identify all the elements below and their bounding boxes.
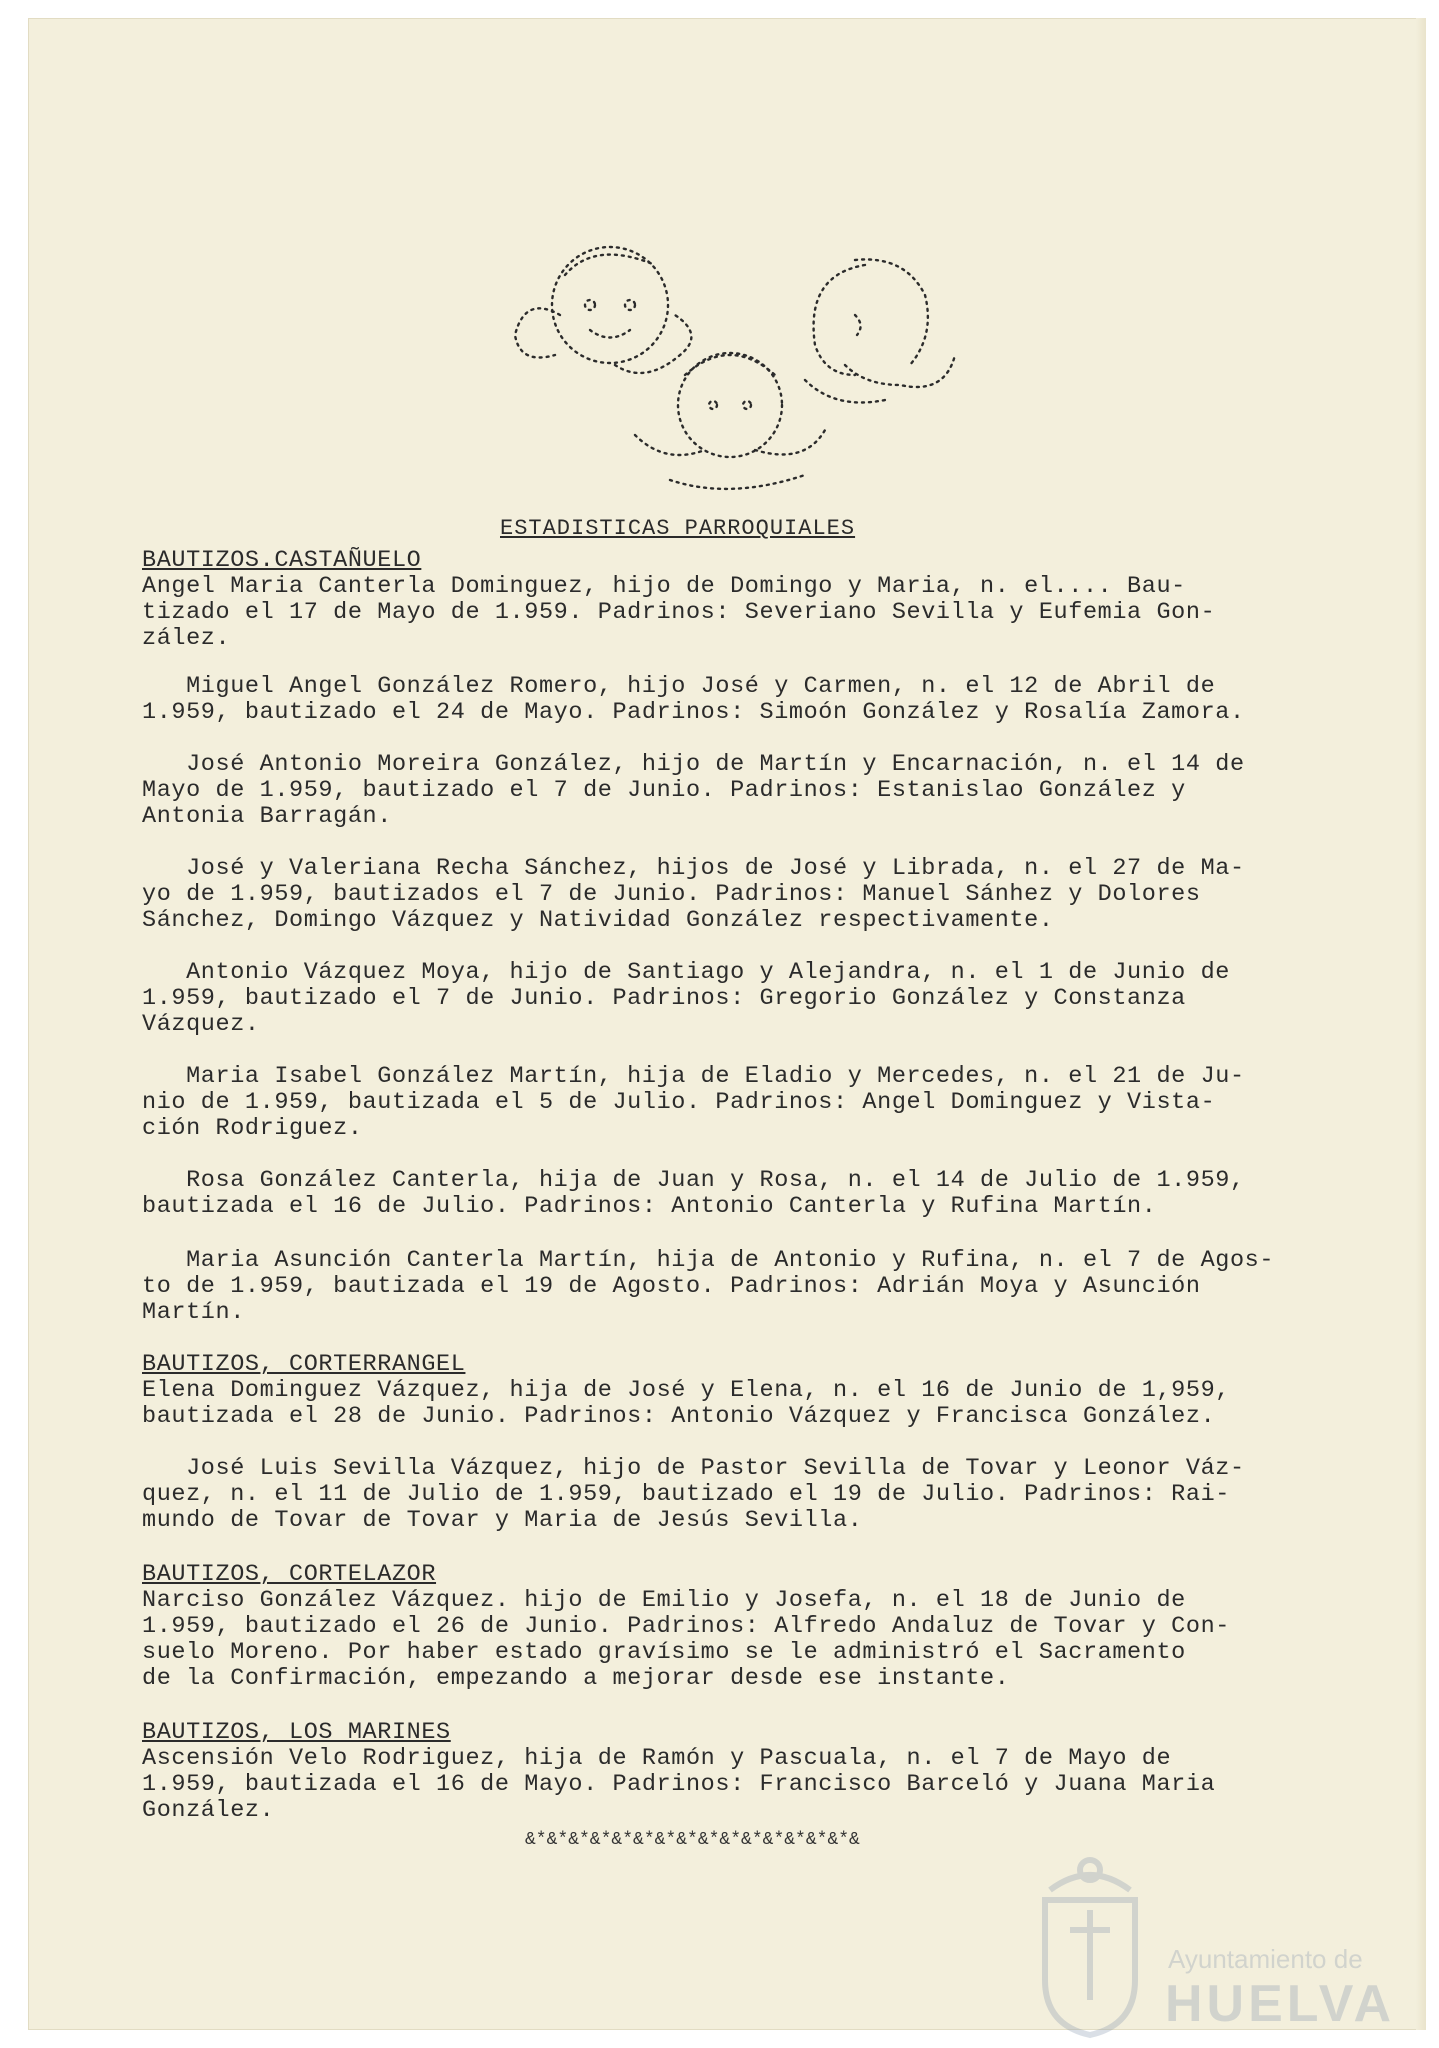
entry-line: yo de 1.959, bautizados el 7 de Junio. Padrinos: Manuel Sánhez y Dolores — [142, 881, 1201, 908]
entry-line: José Luis Sevilla Vázquez, hijo de Pastor Sevilla de Tovar y Leonor Váz- — [142, 1455, 1245, 1482]
entry-line: to de 1.959, bautizada el 19 de Agosto. Padrinos: Adrián Moya y Asunción — [142, 1273, 1201, 1300]
entry-line: Angel Maria Canterla Dominguez, hijo de Domingo y Maria, n. el.... Bau- — [142, 573, 1186, 600]
entry-line: Martín. — [142, 1299, 245, 1326]
entry-line: tizado el 17 de Mayo de 1.959. Padrinos: Severiano Sevilla y Eufemia Gon- — [142, 599, 1216, 626]
entry-line: Antonio Vázquez Moya, hijo de Santiago y Alejandra, n. el 1 de Junio de — [142, 959, 1230, 986]
entry-line: bautizada el 16 de Julio. Padrinos: Antonio Canterla y Rufina Martín. — [142, 1193, 1157, 1220]
entry-line: José Antonio Moreira González, hijo de Martín y Encarnación, n. el 14 de — [142, 751, 1245, 778]
entry-line: ción Rodriguez. — [142, 1115, 363, 1142]
entry-line: Mayo de 1.959, bautizado el 7 de Junio. Padrinos: Estanislao González y — [142, 777, 1186, 804]
entry-line: Maria Isabel González Martín, hija de Eladio y Mercedes, n. el 21 de Ju- — [142, 1063, 1245, 1090]
entry-line: mundo de Tovar de Tovar y Maria de Jesús Sevilla. — [142, 1507, 863, 1534]
entry-line: Antonia Barragán. — [142, 803, 392, 830]
page-edge-shadow — [1416, 18, 1426, 2030]
entry-line: quez, n. el 11 de Julio de 1.959, bautizado el 19 de Julio. Padrinos: Rai- — [142, 1481, 1230, 1508]
entry-line: suelo Moreno. Por haber estado gravísimo se le administró el Sacramento — [142, 1639, 1186, 1666]
watermark-bottom-text: HUELVA — [1165, 1975, 1396, 2033]
section-heading-corterrangel: BAUTIZOS, CORTERRANGEL — [142, 1351, 466, 1378]
entry-line: Vázquez. — [142, 1011, 260, 1038]
entry-line: 1.959, bautizado el 7 de Junio. Padrinos: Gregorio González y Constanza — [142, 985, 1186, 1012]
children-faces-illustration — [505, 235, 985, 515]
entry-line: Narciso González Vázquez. hijo de Emilio y Josefa, n. el 18 de Junio de — [142, 1587, 1186, 1614]
section-heading-cortelazor: BAUTIZOS, CORTELAZOR — [142, 1561, 437, 1588]
entry-line: José y Valeriana Recha Sánchez, hijos de José y Librada, n. el 27 de Ma- — [142, 855, 1245, 882]
entry-line: González. — [142, 1797, 275, 1824]
entry-line: nio de 1.959, bautizada el 5 de Julio. Padrinos: Angel Dominguez y Vista- — [142, 1089, 1216, 1116]
right-child-face-icon — [814, 265, 865, 375]
entry-line: 1.959, bautizado el 24 de Mayo. Padrinos: Simoón González y Rosalía Zamora. — [142, 699, 1245, 726]
entry-line: Sánchez, Domingo Vázquez y Natividad González respectivamente. — [142, 907, 1054, 934]
entry-line: bautizada el 28 de Junio. Padrinos: Antonio Vázquez y Francisca González. — [142, 1403, 1216, 1430]
entry-line: Ascensión Velo Rodriguez, hija de Ramón y Pascuala, n. el 7 de Mayo de — [142, 1745, 1172, 1772]
entry-line: zález. — [142, 625, 231, 652]
huelva-coat-of-arms-icon — [1030, 1850, 1150, 2040]
entry-line: Maria Asunción Canterla Martín, hija de Antonio y Rufina, n. el 7 de Agos- — [142, 1247, 1275, 1274]
entry-line: Rosa González Canterla, hija de Juan y Rosa, n. el 14 de Julio de 1.959, — [142, 1167, 1245, 1194]
entry-line: de la Confirmación, empezando a mejorar desde ese instante. — [142, 1665, 1010, 1692]
entry-line: 1.959, bautizada el 16 de Mayo. Padrinos: Francisco Barceló y Juana Maria — [142, 1771, 1216, 1798]
section-heading-castanuelo: BAUTIZOS.CASTAÑUELO — [142, 547, 422, 574]
entry-line: 1.959, bautizado el 26 de Junio. Padrinos: Alfredo Andaluz de Tovar y Con- — [142, 1613, 1230, 1640]
huelva-watermark — [1020, 1850, 1396, 2040]
section-heading-los-marines: BAUTIZOS, LOS MARINES — [142, 1719, 451, 1746]
document-title: ESTADISTICAS PARROQUIALES — [500, 516, 856, 541]
entry-line: Miguel Angel González Romero, hijo José y Carmen, n. el 12 de Abril de — [142, 673, 1216, 700]
entry-line: Elena Dominguez Vázquez, hija de José y Elena, n. el 16 de Junio de 1,959, — [142, 1377, 1230, 1404]
closing-divider: &*&*&*&*&*&*&*&*&*&*&*&*&*&*&*& — [525, 1830, 860, 1850]
watermark-top-text: Ayuntamiento de — [1168, 1944, 1363, 1974]
